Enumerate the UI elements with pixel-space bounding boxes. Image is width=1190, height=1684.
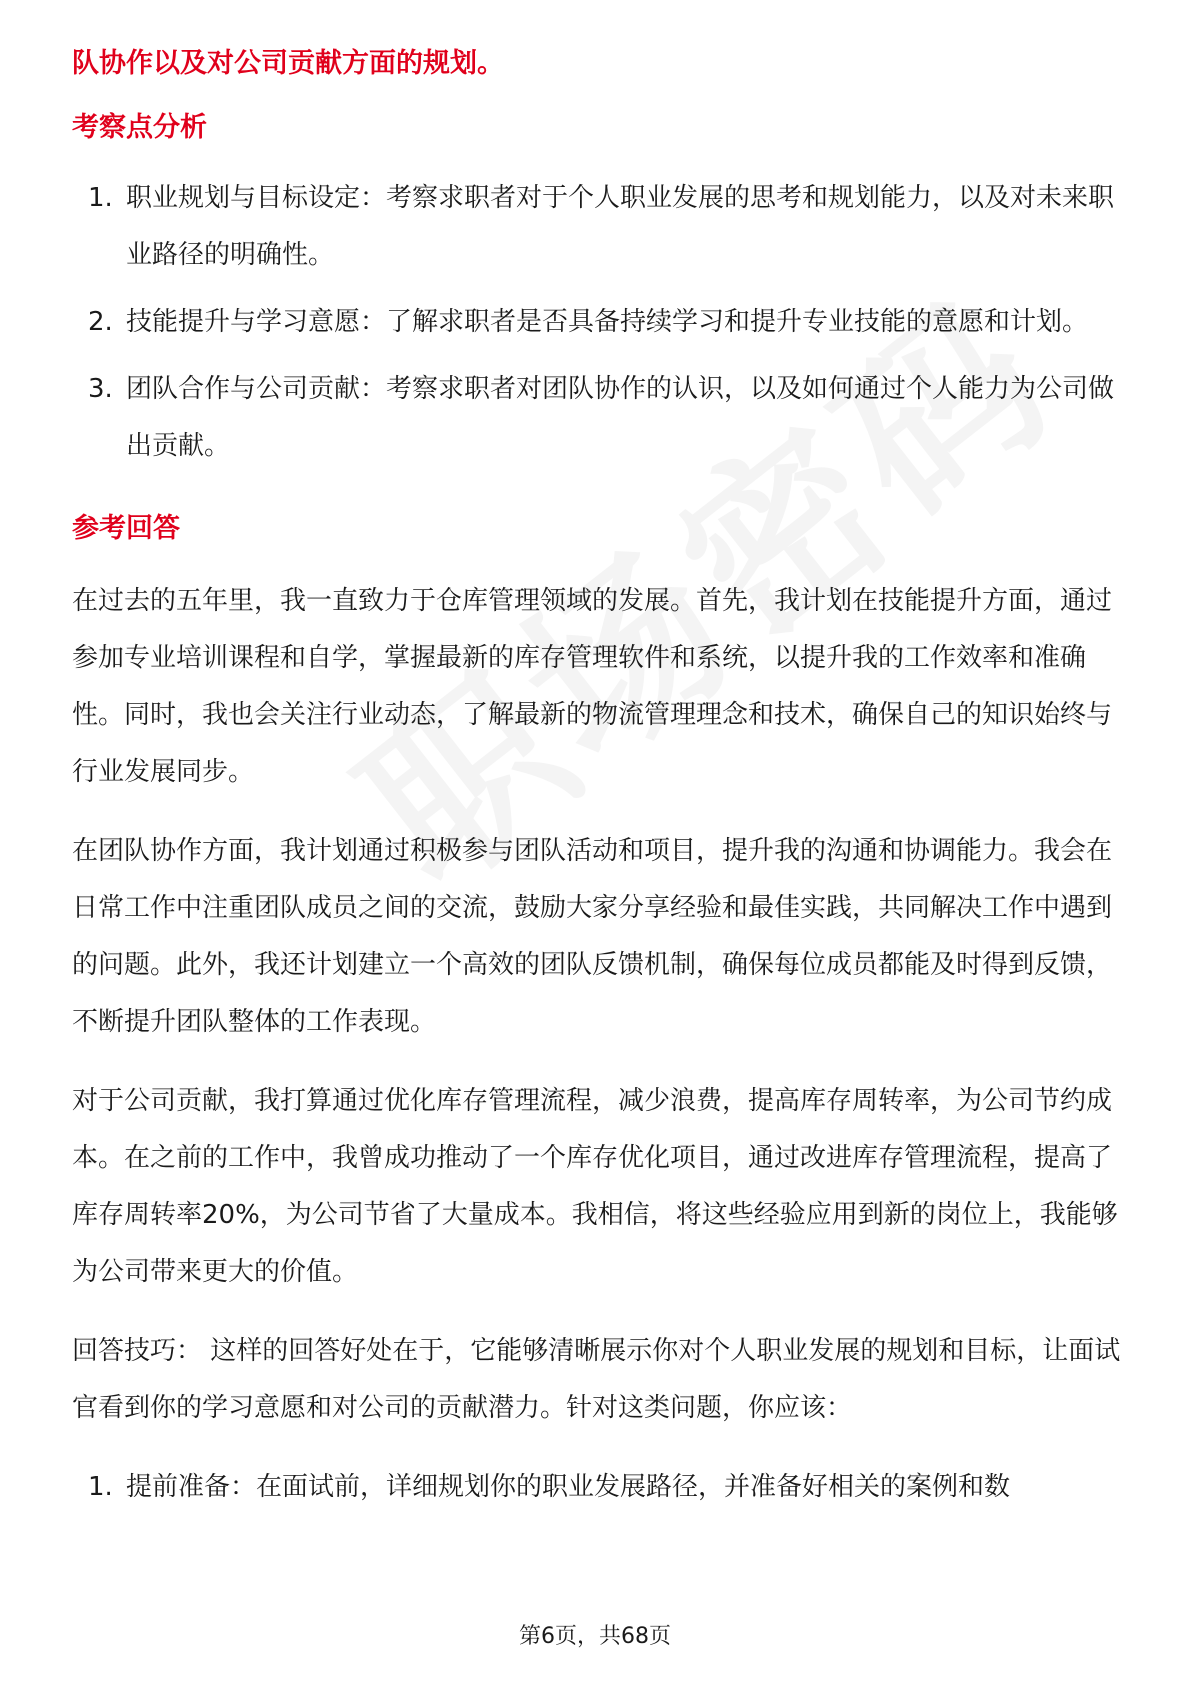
analysis-heading: 考察点分析 bbox=[72, 112, 207, 143]
page-footer: 第6页，共68页 bbox=[519, 1624, 671, 1649]
analysis-item bbox=[72, 361, 1122, 475]
analysis-item-text: 技能提升与学习意愿：了解求职者是否具备持续学习和提升专业技能的意愿和计划。 bbox=[126, 307, 1089, 337]
answer-paragraph: 对于公司贡献，我打算通过优化库存管理流程，减少浪费，提高库存周转率，为公司节约成本。在之前的工作中，我曾成功推动了一个库存优化项目，通过改进库存管理流程，提高了库存周转率20%，为公司节省了大量成本。我相信，将这些经验应用到新的岗位上，我能够为公司带来更大的价值。 bbox=[72, 1086, 1118, 1287]
list-number: 3. bbox=[88, 374, 113, 404]
list-number: 1. bbox=[88, 1472, 113, 1502]
analysis-item bbox=[72, 294, 1122, 351]
answer-paragraph: 在过去的五年里，我一直致力于仓库管理领域的发展。首先，我计划在技能提升方面，通过参加专业培训课程和自学，掌握最新的库存管理软件和系统，以提升我的工作效率和准确性。同时，我也会关注行业动态，了解最新的物流管理理念和技术，确保自己的知识始终与行业发展同步。 bbox=[72, 586, 1113, 787]
analysis-list bbox=[72, 170, 1122, 475]
document-page bbox=[72, 44, 1122, 1516]
lead-text: 队协作以及对公司贡献方面的规划。 bbox=[72, 48, 504, 79]
analysis-item-text: 职业规划与目标设定：考察求职者对于个人职业发展的思考和规划能力，以及对未来职业路径的明确性。 bbox=[126, 183, 1115, 270]
tips-list bbox=[72, 1459, 1122, 1516]
tips-item bbox=[72, 1459, 1122, 1516]
tips-item-text: 提前准备：在面试前，详细规划你的职业发展路径，并准备好相关的案例和数 bbox=[126, 1472, 1011, 1502]
tips-paragraph: 回答技巧： 这样的回答好处在于，它能够清晰展示你对个人职业发展的规划和目标，让面试官看到你的学习意愿和对公司的贡献潜力。针对这类问题，你应该： bbox=[72, 1336, 1121, 1423]
answer-heading: 参考回答 bbox=[72, 513, 180, 544]
analysis-item bbox=[72, 170, 1122, 284]
answer-paragraph: 在团队协作方面，我计划通过积极参与团队活动和项目，提升我的沟通和协调能力。我会在日常工作中注重团队成员之间的交流，鼓励大家分享经验和最佳实践，共同解决工作中遇到的问题。此外，我还计划建立一个高效的团队反馈机制，确保每位成员都能及时得到反馈，不断提升团队整体的工作表现。 bbox=[72, 836, 1113, 1037]
list-number: 1. bbox=[88, 183, 113, 213]
list-number: 2. bbox=[88, 307, 113, 337]
analysis-item-text: 团队合作与公司贡献：考察求职者对团队协作的认识，以及如何通过个人能力为公司做出贡献。 bbox=[126, 374, 1115, 461]
